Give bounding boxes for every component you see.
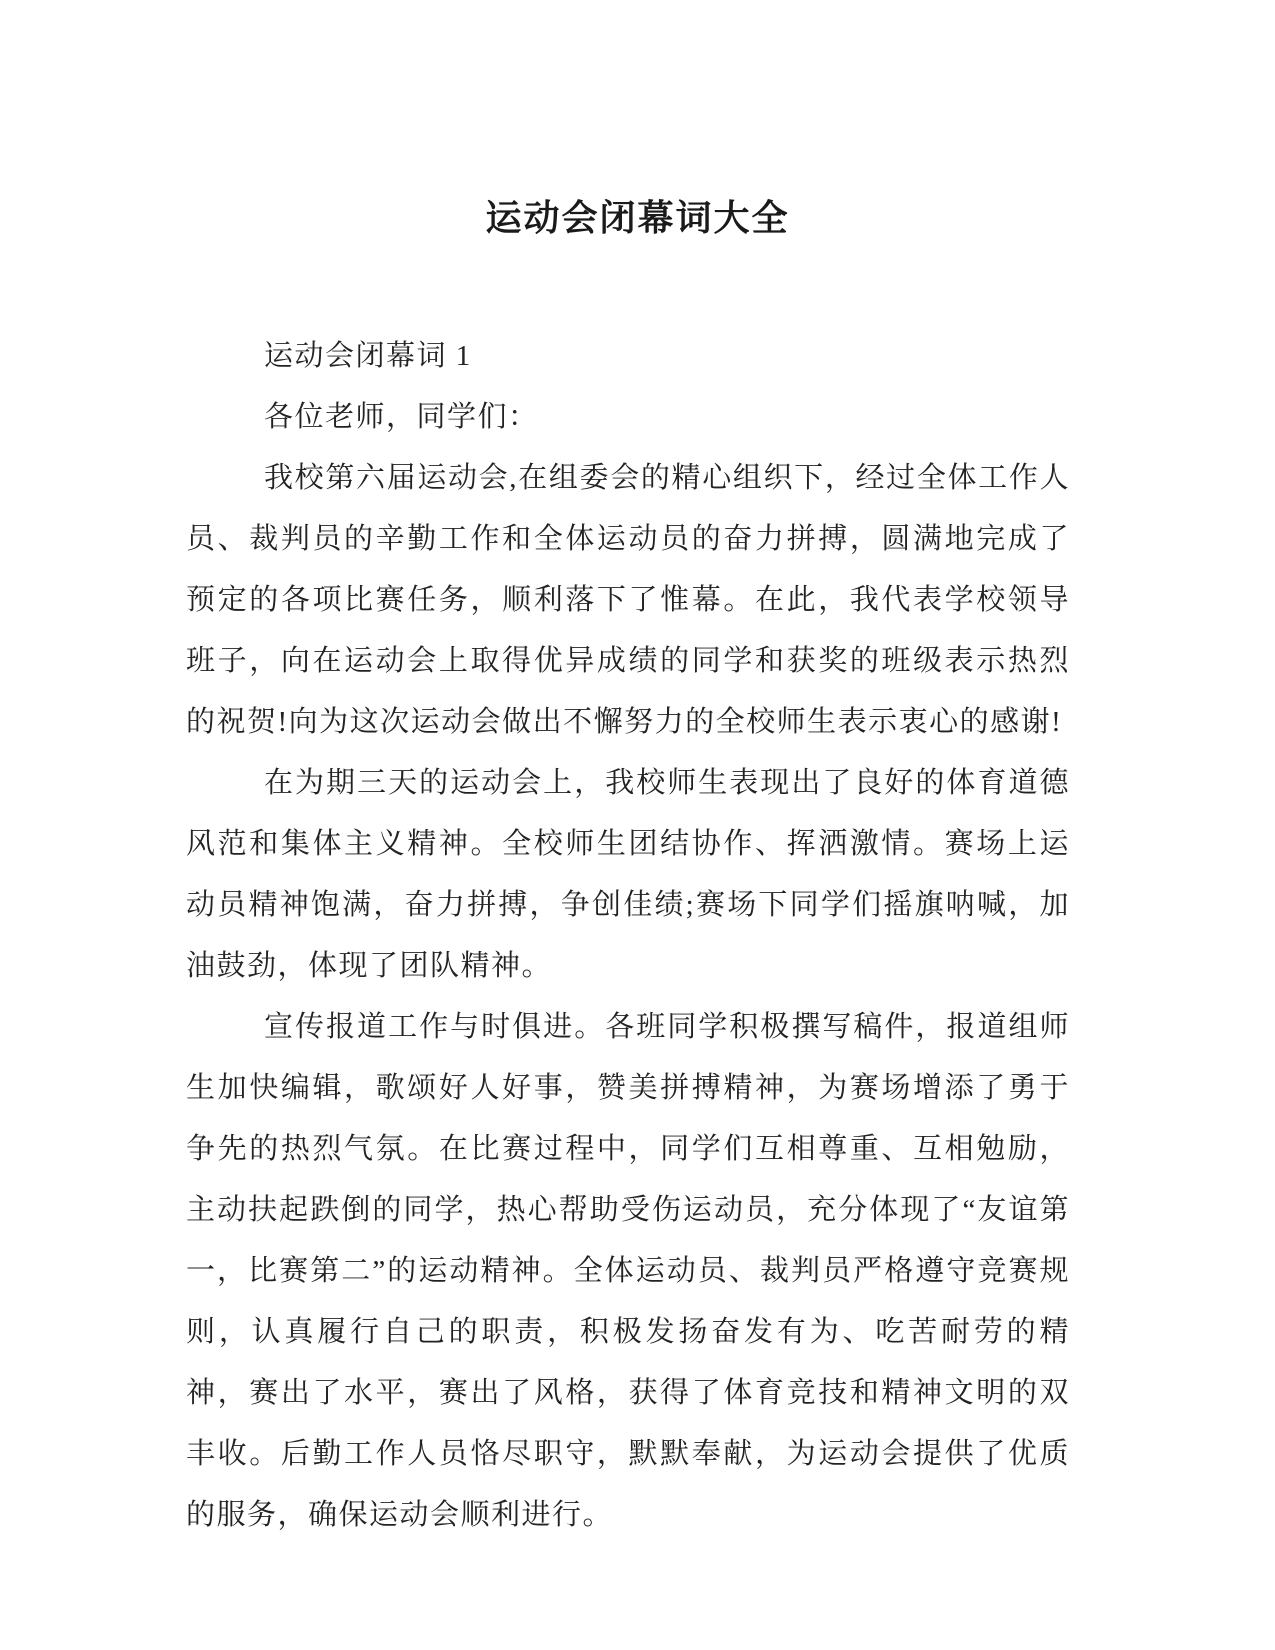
document-title: 运动会闭幕词大全 (485, 197, 790, 238)
paragraph-3: 宣传报道工作与时俱进。各班同学积极撰写稿件，报道组师生加快编辑，歌颂好人好事，赞美拼搏精神，为赛场增添了勇于争先的热烈气氛。在比赛过程中，同学们互相尊重、互相勉励，主动扶起跌倒的同学，热心帮助受伤运动员，充分体现了“友谊第一，比赛第二”的运动精神。全体运动员、裁判员严格遵守竞赛规则，认真履行自己的职责，积极发扬奋发有为、吃苦耐劳的精神，赛出了水平，赛出了风格，获得了体育竞技和精神文明的双丰收。后勤工作人员恪尽职守，默默奉献，为运动会提供了优质的服务，确保运动会顺利进行。 (186, 1011, 1070, 1531)
paragraph-1: 我校第六届运动会,在组委会的精心组织下，经过全体工作人员、裁判员的辛勤工作和全体运动员的奋力拼搏，圆满地完成了预定的各项比赛任务，顺利落下了惟幕。在此，我代表学校领导班子，向在运动会上取得优异成绩的同学和获奖的班级表示热烈的祝贺!向为这次运动会做出不懈努力的全校师生表示衷心的感谢! (186, 462, 1070, 738)
paragraph-2: 在为期三天的运动会上，我校师生表现出了良好的体育道德风范和集体主义精神。全校师生团结协作、挥洒激情。赛场上运动员精神饱满，奋力拼搏，争创佳绩;赛场下同学们摇旗呐喊，加油鼓劲，体现了团队精神。 (186, 767, 1070, 982)
document-body (186, 326, 1070, 1546)
salutation-line: 各位老师，同学们： (264, 401, 539, 433)
section-heading-line: 运动会闭幕词 1 (264, 340, 472, 372)
